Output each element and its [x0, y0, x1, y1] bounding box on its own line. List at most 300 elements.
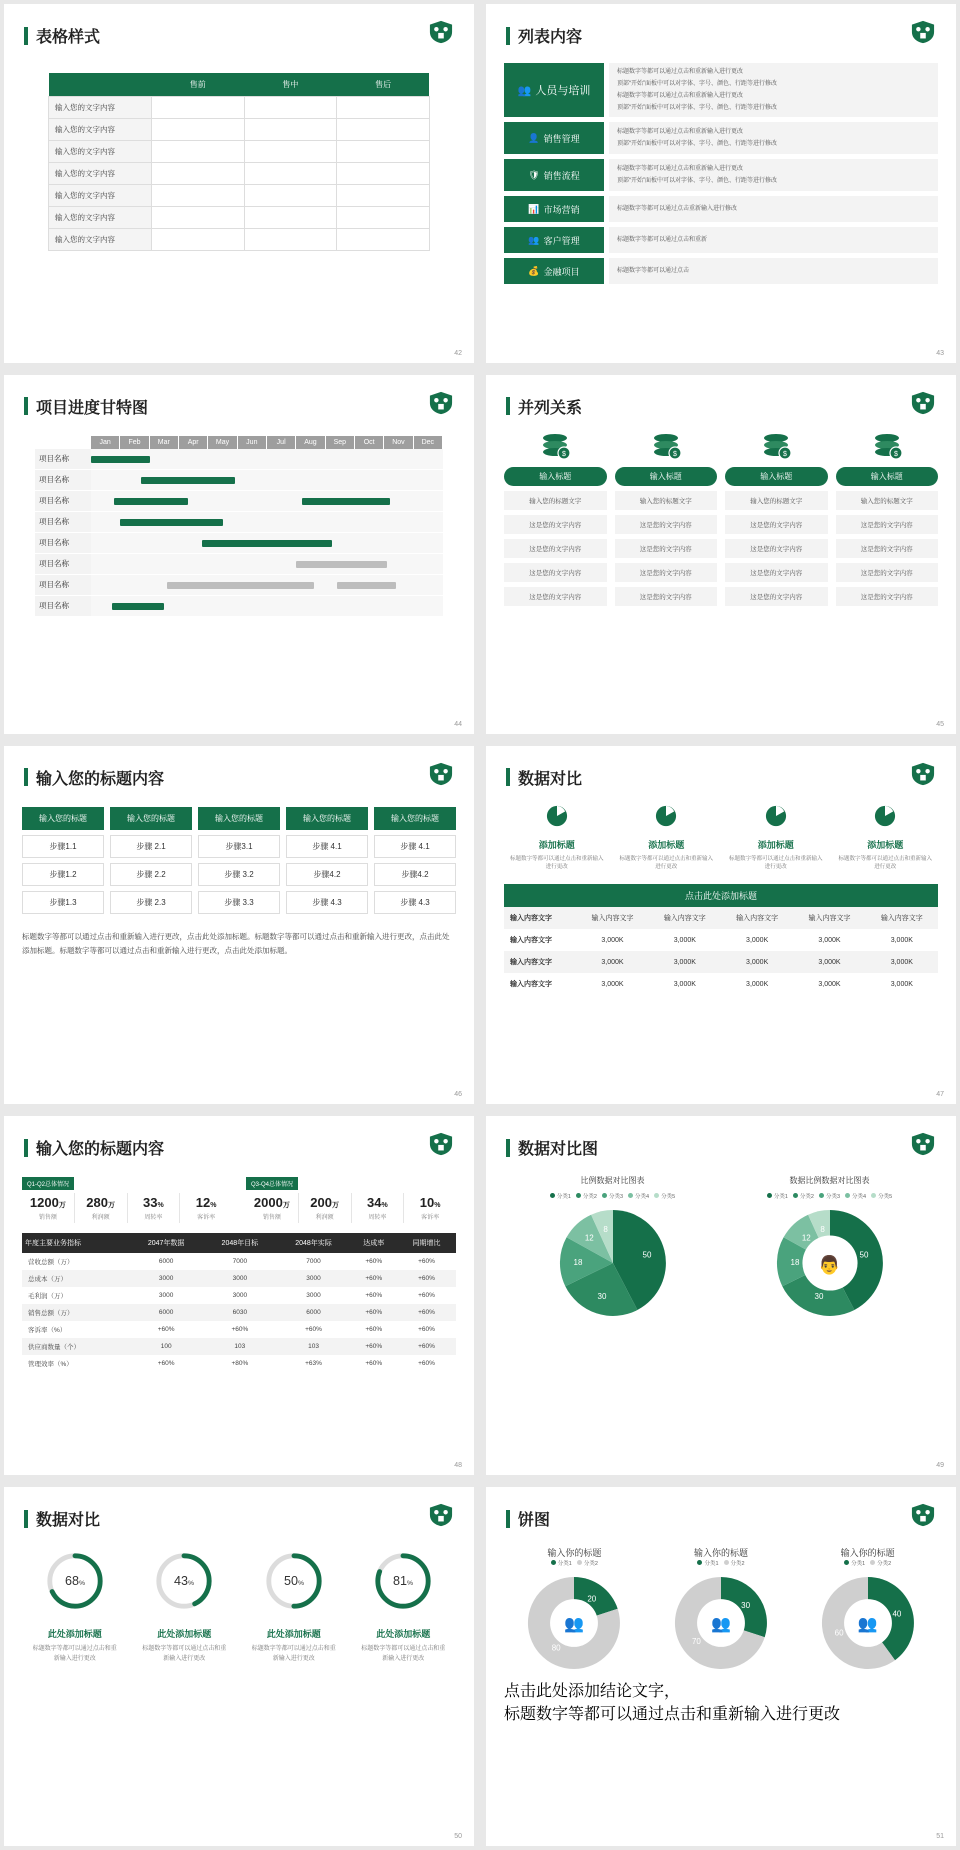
list-container	[504, 63, 938, 284]
table-cell: +60%	[418, 1292, 435, 1300]
legend-item: 分类2	[577, 1559, 598, 1567]
table-cell: +60%	[350, 1270, 397, 1287]
table-cell	[244, 119, 337, 141]
brand-logo-icon	[910, 762, 936, 786]
step-column	[198, 807, 280, 914]
table-cell: +60%	[305, 1326, 322, 1334]
pie-label: 18	[790, 1258, 799, 1268]
brand-logo-icon	[910, 391, 936, 415]
table-cell: 总成本（万）	[22, 1270, 129, 1287]
legend-item: 分类2	[724, 1559, 745, 1567]
legend-item: 分类1	[550, 1192, 571, 1200]
table-cell: 管理效率（%）	[28, 1361, 73, 1369]
parallel-cell: 这是您的文字内容	[725, 587, 828, 606]
list-item-line: 标题数字等都可以通过点击和重新输入进行更改	[617, 128, 744, 135]
table-row	[49, 163, 430, 185]
table-cell: 100	[129, 1338, 203, 1355]
list-item-label-finance[interactable]	[504, 258, 604, 284]
pie-label: 30	[741, 1601, 751, 1611]
table-cell: 3000	[129, 1270, 203, 1287]
table-row	[22, 1304, 456, 1321]
pie-label: 20	[587, 1594, 597, 1604]
table-header-cell: 输入内容文字	[793, 907, 865, 929]
parallel-column-header[interactable]: 输入标题	[725, 467, 828, 486]
list-item-label-marketing[interactable]	[504, 196, 604, 222]
step-item[interactable]: 步骤 3.3	[198, 891, 280, 914]
gantt-task-name: 项目名称	[35, 470, 91, 491]
pie-chart-card	[797, 1546, 938, 1678]
step-column-header[interactable]: 输入您的标题	[286, 807, 368, 830]
table-header-blank	[49, 73, 152, 97]
slide-43	[486, 4, 956, 363]
table-cell: +60%	[231, 1326, 249, 1334]
step-item[interactable]: 步骤 4.3	[286, 891, 368, 914]
pie-label: 8	[819, 1225, 825, 1235]
finance-icon: 💰	[528, 265, 540, 276]
parallel-cell: 这是您的文字内容	[725, 563, 828, 582]
table-cell: 3,000K	[576, 973, 648, 995]
list-item-label-text: 客户管理	[543, 235, 580, 246]
table-cell: +60%	[350, 1304, 397, 1321]
parallel-cell: 这是您的文字内容	[836, 563, 939, 582]
table-cell: 毛利润（万）	[28, 1293, 67, 1301]
table-cell: +60%	[397, 1270, 456, 1287]
table-header-cell: 输入内容文字	[721, 907, 793, 929]
coins-icon	[870, 432, 904, 462]
chart-legend	[504, 1559, 645, 1567]
chart-legend	[504, 1192, 721, 1200]
step-column-header[interactable]: 输入您的标题	[198, 807, 280, 830]
step-item[interactable]: 步骤1.3	[22, 891, 104, 914]
slide-title-text: 饼图	[518, 1512, 551, 1530]
gantt-bar[interactable]	[112, 603, 165, 610]
kpi-label: 销售额	[262, 1215, 281, 1222]
gantt-task-row	[35, 596, 443, 617]
slide-title-text: 并列关系	[518, 399, 583, 417]
table-cell: 3,000K	[866, 951, 938, 973]
table-cell: 客诉率（%）	[28, 1327, 67, 1335]
kpi-value: 10%	[419, 1195, 441, 1211]
parallel-cell: 这是您的文字内容	[504, 563, 607, 582]
table-cell	[151, 207, 244, 229]
gantt-track	[91, 533, 443, 554]
page-title	[506, 766, 938, 789]
gantt-track	[91, 491, 443, 512]
list-item-label-sales-mgmt[interactable]	[504, 122, 604, 154]
kpi-value: 2000万	[253, 1195, 290, 1211]
list-item-line: 顶部“开始”面板中可以对字体、字号、颜色、行距等进行修改	[617, 104, 777, 111]
progress-ring-card	[22, 1550, 128, 1664]
progress-ring-svg	[372, 1550, 434, 1612]
step-item[interactable]: 步骤 4.1	[374, 835, 456, 858]
page-number: 48	[454, 1462, 462, 1470]
table-cell	[244, 207, 337, 229]
parallel-cell: 这是您的文字内容	[725, 515, 828, 534]
gantt-bar[interactable]	[202, 540, 331, 547]
table-header-cell: 输入内容文字	[649, 907, 721, 929]
chart-title: 数据比例数据对比图表	[789, 1176, 870, 1186]
page-number: 45	[936, 720, 944, 728]
legend-item: 分类1	[767, 1192, 788, 1200]
page-title	[24, 1507, 456, 1530]
table-cell: 销售总额（万）	[22, 1304, 129, 1321]
table-header-cell: 输入内容文字	[576, 907, 648, 929]
gantt-task-name: 项目名称	[35, 512, 91, 533]
list-item-line: 标题数字等都可以通过点击	[617, 267, 690, 274]
table-cell: +60%	[365, 1326, 383, 1334]
table-row	[49, 97, 430, 119]
gantt-bar[interactable]	[167, 582, 314, 589]
table-cell-label: 输入您的文字内容	[49, 185, 152, 207]
coins-icon	[759, 432, 793, 462]
table-header-presale: 售前	[151, 73, 244, 97]
table-header-cell: 2047年数据	[129, 1233, 203, 1253]
table-cell: 7000	[232, 1258, 248, 1266]
table-cell: 3,000K	[649, 929, 721, 951]
kpi-value: 200万	[310, 1195, 339, 1211]
list-item-line: 顶部“开始”面板中可以对字体、字号、颜色、行距等进行修改	[617, 177, 777, 184]
brand-logo-icon	[910, 20, 936, 44]
table-header-row	[504, 907, 938, 929]
stat-card	[504, 805, 610, 873]
stat-card	[723, 805, 829, 873]
pie-icon	[765, 805, 787, 827]
list-item-label-people[interactable]	[504, 63, 604, 117]
table-cell	[337, 229, 430, 251]
progress-value: 68%	[64, 1574, 85, 1589]
gantt-month: Dec	[414, 436, 443, 449]
table-cell: +63%	[305, 1360, 322, 1368]
kpi-groups	[22, 1173, 456, 1223]
list-item[interactable]	[504, 122, 938, 154]
kpi-value: 34%	[367, 1195, 388, 1211]
table-row	[49, 185, 430, 207]
ring-desc: 标题数字等都可以通过点击和重新输入进行更改	[251, 1646, 336, 1663]
brand-logo-icon	[910, 1132, 936, 1156]
kpi-item	[75, 1193, 128, 1223]
progress-rings	[22, 1550, 456, 1664]
title-accent-bar	[24, 768, 28, 786]
table-cell: +60%	[157, 1326, 175, 1334]
chart-title: 比例数据对比图表	[580, 1176, 645, 1186]
table-cell: +60%	[365, 1292, 383, 1300]
gantt-task-row	[35, 491, 443, 512]
page-number: 50	[454, 1832, 462, 1840]
title-accent-bar	[506, 27, 510, 45]
center-person-icon: 👨	[818, 1255, 841, 1276]
pie-label: 30	[597, 1292, 606, 1302]
list-item-label-text: 销售流程	[543, 170, 580, 181]
table-cell	[151, 97, 244, 119]
table-cell	[151, 229, 244, 251]
list-item-label-sales-process[interactable]	[504, 159, 604, 191]
step-item[interactable]: 步骤 3.2	[198, 863, 280, 886]
kpi-label: 利润额	[91, 1215, 110, 1222]
legend-item: 分类5	[654, 1192, 675, 1200]
parallel-cell: 这是您的文字内容	[615, 539, 718, 558]
parallel-columns	[504, 432, 938, 606]
gantt-bar[interactable]	[337, 582, 396, 589]
step-column-header[interactable]: 输入您的标题	[110, 807, 192, 830]
gantt-bar[interactable]	[302, 498, 390, 505]
list-item-label-customer[interactable]	[504, 227, 604, 253]
list-item-line: 标题数字等都可以通过点击和重新输入进行更改	[617, 68, 744, 75]
title-accent-bar	[24, 1510, 28, 1528]
people-icon: 👥	[711, 1616, 731, 1634]
list-item[interactable]	[504, 227, 938, 253]
title-accent-bar	[506, 397, 510, 415]
table-header-cell: 同期增比	[397, 1233, 456, 1253]
table-cell	[244, 229, 337, 251]
step-column-header[interactable]: 输入您的标题	[22, 807, 104, 830]
table-cell: 3000	[232, 1292, 248, 1300]
stat-card-desc: 标题数字等都可以通过点击和重新输入进行更改	[510, 855, 604, 871]
brand-logo-icon	[428, 1503, 454, 1527]
gantt-task-row	[35, 512, 443, 533]
parallel-cell: 输入您的标题文字	[504, 491, 607, 510]
table-cell: +60%	[365, 1360, 383, 1368]
table-row	[49, 207, 430, 229]
step-column	[110, 807, 192, 914]
table-header-cell: 年度主要业务指标	[22, 1233, 129, 1253]
parallel-cell: 输入您的标题文字	[725, 491, 828, 510]
table-header-row	[22, 1233, 456, 1253]
table-row	[22, 1253, 456, 1270]
table-row	[504, 973, 938, 995]
ring-desc: 标题数字等都可以通过点击和重新输入进行更改	[142, 1646, 227, 1663]
table-row	[22, 1338, 456, 1355]
gantt-month: Mar	[150, 436, 179, 449]
step-item[interactable]: 步骤 2.2	[110, 863, 192, 886]
parallel-cell: 这是您的文字内容	[836, 539, 939, 558]
table-cell: 3,000K	[866, 929, 938, 951]
table-cell: 103	[203, 1338, 277, 1355]
slide-49	[486, 1116, 956, 1475]
step-column	[374, 807, 456, 914]
step-item[interactable]: 步骤4.2	[286, 863, 368, 886]
gantt-month: Oct	[355, 436, 384, 449]
table-cell: 3000	[306, 1292, 321, 1300]
table-row	[22, 1321, 456, 1338]
brand-logo-icon	[428, 20, 454, 44]
parallel-cell: 这是您的文字内容	[615, 563, 718, 582]
gantt-month: Apr	[179, 436, 208, 449]
list-item[interactable]	[504, 258, 938, 284]
pie-label: 70	[691, 1636, 701, 1646]
gantt-bar[interactable]	[296, 561, 387, 568]
step-item[interactable]: 步骤 4.1	[286, 835, 368, 858]
gantt-bar[interactable]	[120, 519, 223, 526]
kpi-value: 12%	[195, 1195, 217, 1211]
title-accent-bar	[506, 768, 510, 786]
page-number: 51	[936, 1832, 944, 1840]
gantt-month: Jan	[91, 436, 120, 449]
kpi-group	[22, 1173, 232, 1223]
step-item[interactable]: 步骤1.2	[22, 863, 104, 886]
table-cell	[337, 97, 430, 119]
step-item[interactable]: 步骤1.1	[22, 835, 104, 858]
stat-card-title: 添加标题	[867, 839, 904, 850]
legend-item: 分类4	[628, 1192, 649, 1200]
list-item[interactable]	[504, 159, 938, 191]
body-paragraph: 标题数字等都可以通过点击和重新输入进行更改，点击此处添加标题。标题数字等都可以通过点击和重新输入进行更改，点击此处添加标题。标题数字等都可以通过点击和重新输入进行更改，点击此处添加标题。	[22, 931, 450, 955]
pie-label: 12	[801, 1233, 811, 1243]
pie-chart-row	[504, 1546, 938, 1678]
table-row	[22, 1355, 456, 1372]
page-number: 42	[454, 349, 462, 357]
legend-item: 分类2	[793, 1192, 814, 1200]
table-cell: 3,000K	[721, 973, 793, 995]
list-item-body	[609, 159, 938, 191]
slide-44	[4, 375, 474, 734]
page-title	[24, 395, 456, 418]
table-cell: +60%	[350, 1338, 397, 1355]
slide-title-text: 输入您的标题内容	[36, 770, 165, 788]
legend-item: 分类1	[844, 1559, 865, 1567]
parallel-cell: 这是您的文字内容	[504, 587, 607, 606]
page-title	[506, 1507, 938, 1530]
slide-48	[4, 1116, 474, 1475]
table-cell	[337, 119, 430, 141]
brand-logo-icon	[428, 1132, 454, 1156]
table-cell: 3000	[158, 1292, 174, 1300]
table-cell	[151, 141, 244, 163]
kpi-item	[246, 1193, 299, 1223]
slide-title-text: 数据对比	[518, 770, 583, 788]
table-cell	[337, 185, 430, 207]
table-header-cell: 2048年目标	[203, 1233, 277, 1253]
parallel-cell: 这是您的文字内容	[836, 587, 939, 606]
table-row	[504, 951, 938, 973]
parallel-column-header[interactable]: 输入标题	[615, 467, 718, 486]
slide-title-text: 列表内容	[518, 29, 583, 46]
kpi-label: 销售额	[38, 1215, 57, 1222]
step-item[interactable]: 步骤 2.1	[110, 835, 192, 858]
gantt-bar[interactable]	[114, 498, 187, 505]
table-cell: 6030	[203, 1304, 277, 1321]
step-item[interactable]: 步骤4.2	[374, 863, 456, 886]
gantt-task-name: 项目名称	[35, 554, 91, 575]
table-header-cell: 达成率	[350, 1233, 397, 1253]
page-number: 49	[936, 1462, 944, 1470]
progress-ring-card	[351, 1550, 457, 1664]
stat-card-title: 添加标题	[538, 839, 575, 850]
kpi-label: 周转率	[368, 1215, 387, 1222]
chart-title: 输入你的标题	[694, 1548, 749, 1559]
stat-card-desc: 标题数字等都可以通过点击和重新输入进行更改	[729, 855, 823, 871]
parallel-cell: 输入您的标题文字	[615, 491, 718, 510]
pie-icon	[546, 805, 568, 827]
slide-title-text: 项目进度甘特图	[36, 399, 149, 417]
chart-legend	[651, 1559, 792, 1567]
kpi-group	[246, 1173, 456, 1223]
kpi-item	[352, 1193, 405, 1223]
parallel-cell: 这是您的文字内容	[836, 515, 939, 534]
page-number: 46	[454, 1091, 462, 1099]
gantt-task-row	[35, 470, 443, 491]
step-column-header[interactable]: 输入您的标题	[374, 807, 456, 830]
parallel-cell: 这是您的文字内容	[504, 539, 607, 558]
table-cell: 6000	[277, 1304, 351, 1321]
table-cell	[337, 141, 430, 163]
chart-legend	[721, 1192, 938, 1200]
pie-label: 8	[602, 1225, 608, 1235]
table-cell: 3,000K	[649, 973, 721, 995]
list-item[interactable]	[504, 63, 938, 117]
ring-desc: 标题数字等都可以通过点击和重新输入进行更改	[32, 1646, 117, 1663]
stat-card-desc: 标题数字等都可以通过点击和重新输入进行更改	[619, 855, 714, 871]
list-item-label-text: 销售管理	[543, 133, 580, 144]
slide-title-text: 表格样式	[36, 29, 101, 46]
page-number: 47	[936, 1091, 944, 1099]
gantt-task-name: 项目名称	[35, 533, 91, 554]
parallel-cell: 这是您的文字内容	[725, 539, 828, 558]
gantt-rows	[35, 449, 443, 617]
table-row	[49, 229, 430, 251]
step-item[interactable]: 步骤3.1	[198, 835, 280, 858]
coins-icon	[649, 432, 683, 462]
pie-label: 30	[814, 1292, 823, 1302]
svg-text:$: $	[672, 450, 677, 458]
page-title	[506, 24, 938, 47]
table-cell-label: 输入您的文字内容	[49, 163, 152, 185]
table-cell: 供应商数量（个）	[22, 1338, 129, 1355]
parallel-column-header[interactable]: 输入标题	[836, 467, 939, 486]
gantt-track	[91, 596, 443, 617]
table-cell	[337, 207, 430, 229]
page-title	[506, 395, 938, 418]
list-item-body	[609, 258, 938, 284]
coins-icon	[538, 432, 572, 462]
parallel-column	[615, 432, 718, 606]
slide-title-text: 数据对比图	[518, 1141, 599, 1159]
step-item[interactable]: 步骤 2.3	[110, 891, 192, 914]
gantt-track	[91, 470, 443, 491]
ring-title: 此处添加标题	[157, 1629, 212, 1640]
step-item[interactable]: 步骤 4.3	[374, 891, 456, 914]
gantt-month: Aug	[296, 436, 325, 449]
legend-item: 分类3	[819, 1192, 840, 1200]
gantt-track	[91, 575, 443, 596]
step-columns	[22, 807, 456, 914]
gantt-bar[interactable]	[91, 456, 150, 463]
kpi-group-tag: Q1-Q2总体情况	[22, 1177, 74, 1190]
gantt-task-name: 项目名称	[35, 575, 91, 596]
legend-item: 分类4	[845, 1192, 866, 1200]
ring-desc: 标题数字等都可以通过点击和重新输入进行更改	[361, 1646, 446, 1663]
table-cell-label: 输入您的文字内容	[49, 119, 152, 141]
brand-logo-icon	[910, 1503, 936, 1527]
gantt-chart	[35, 436, 443, 617]
parallel-column-header[interactable]: 输入标题	[504, 467, 607, 486]
table-header-cell: 输入内容文字	[504, 907, 576, 929]
table-cell: 输入内容文字	[504, 973, 576, 995]
data-table	[48, 73, 430, 251]
gantt-month: Sep	[326, 436, 355, 449]
list-item[interactable]	[504, 196, 938, 222]
slide-42	[4, 4, 474, 363]
kpi-label: 周转率	[144, 1215, 163, 1222]
gantt-month: May	[208, 436, 237, 449]
legend-item: 分类2	[870, 1559, 891, 1567]
table-cell	[337, 163, 430, 185]
gantt-bar[interactable]	[141, 477, 235, 484]
table-row	[49, 119, 430, 141]
progress-ring-card	[132, 1550, 238, 1664]
page-title	[506, 1136, 938, 1159]
table-cell: +60%	[418, 1326, 435, 1334]
title-accent-bar	[24, 27, 28, 45]
